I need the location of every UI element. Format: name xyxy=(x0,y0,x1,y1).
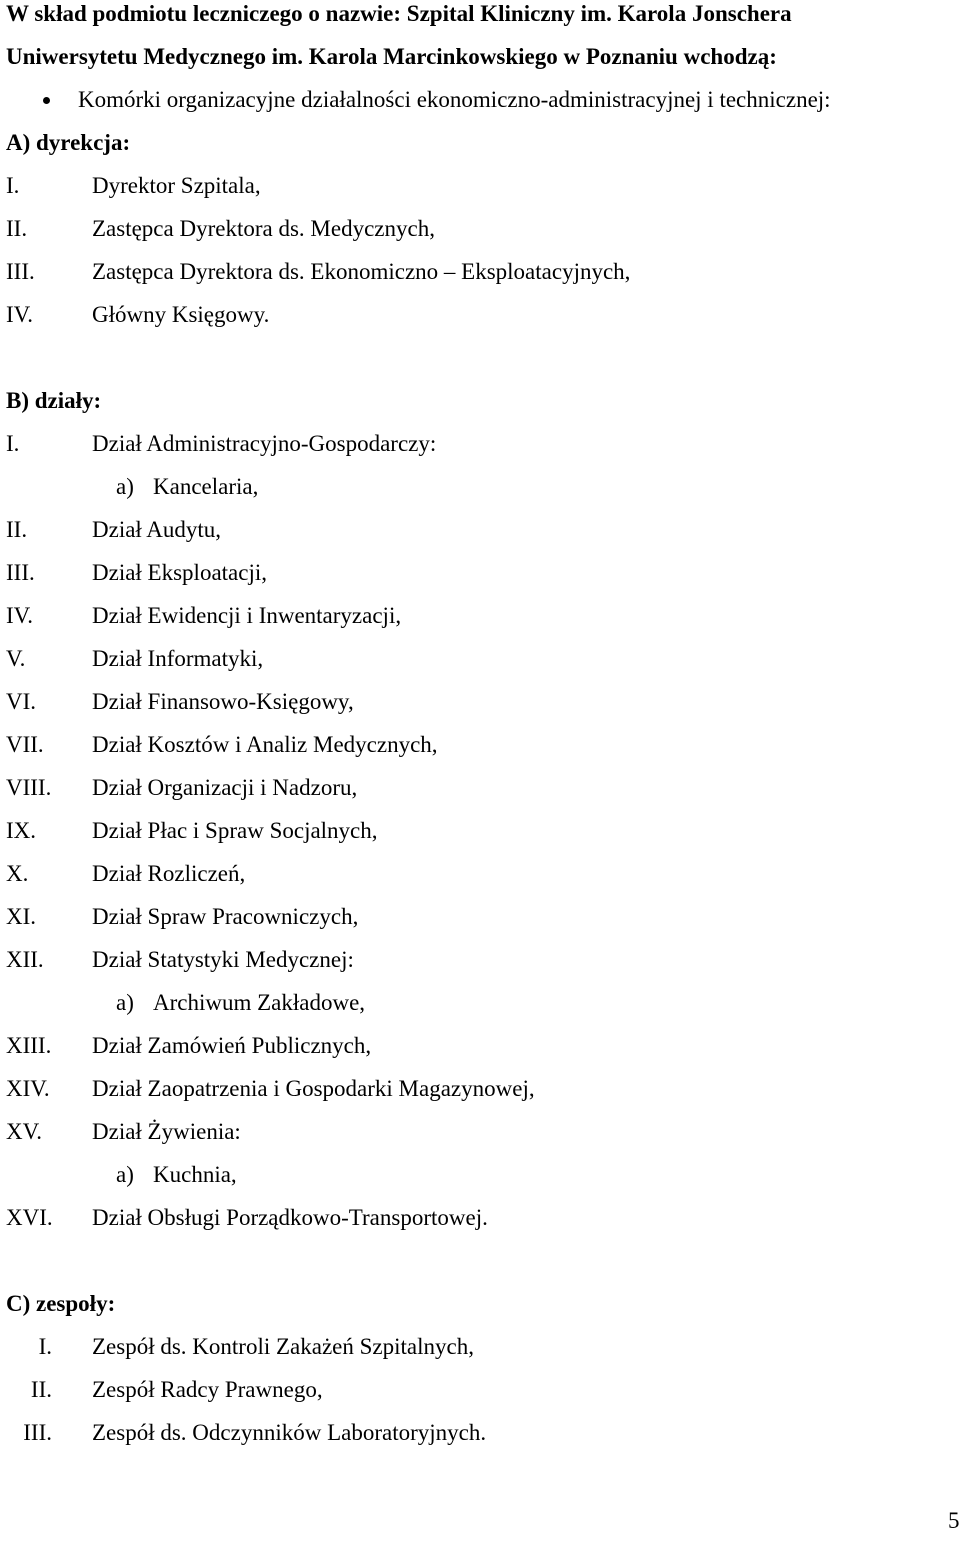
sub-item-text: Kancelaria, xyxy=(153,474,259,499)
list-item-number: XV. xyxy=(6,1119,43,1144)
list-item xyxy=(0,215,960,243)
list-item-text: Dział Kosztów i Analiz Medycznych, xyxy=(92,732,438,757)
list-item xyxy=(0,1333,960,1361)
list-item-text: Zespół ds. Odczynników Laboratoryjnych. xyxy=(92,1420,487,1445)
list-item xyxy=(0,946,960,974)
list-item-number: XIII. xyxy=(6,1033,52,1058)
header-line-2: Uniwersytetu Medycznego im. Karola Marcinkowskiego w Poznaniu wchodzą: xyxy=(6,44,777,69)
section-c-heading: C) zespoły: xyxy=(6,1291,116,1316)
list-item-text: Dział Finansowo-Księgowy, xyxy=(92,689,354,714)
list-item-text: Dział Obsługi Porządkowo-Transportowej. xyxy=(92,1205,488,1230)
list-item xyxy=(0,774,960,802)
list-item-text: Zastępca Dyrektora ds. Medycznych, xyxy=(92,216,435,241)
list-item-text: Zespół Radcy Prawnego, xyxy=(92,1377,323,1402)
list-item-text: Dyrektor Szpitala, xyxy=(92,173,261,198)
list-item-text: Dział Audytu, xyxy=(92,517,222,542)
list-item-number: XIV. xyxy=(6,1076,50,1101)
list-item-number: VIII. xyxy=(6,775,52,800)
sub-item-letter: a) xyxy=(116,990,134,1015)
page-number: 5 xyxy=(948,1508,960,1533)
sub-item-text: Archiwum Zakładowe, xyxy=(153,990,366,1015)
list-item xyxy=(0,1032,960,1060)
bullet-text: Komórki organizacyjne działalności ekonomiczno-administracyjnej i technicznej: xyxy=(78,87,831,112)
list-item-number: I. xyxy=(6,173,20,198)
section-a-heading: A) dyrekcja: xyxy=(6,130,131,155)
list-item-number: II. xyxy=(6,216,28,241)
section-b-heading: B) działy: xyxy=(6,388,102,413)
sub-item-letter: a) xyxy=(116,474,134,499)
list-item-number: III. xyxy=(6,560,35,585)
list-item xyxy=(0,1376,960,1404)
list-item-number: II. xyxy=(6,517,28,542)
sub-item-letter: a) xyxy=(116,1162,134,1187)
list-item-text: Dział Eksploatacji, xyxy=(92,560,267,585)
list-item-number: IX. xyxy=(6,818,37,843)
bullet-item xyxy=(0,86,960,114)
list-item-number: V. xyxy=(6,646,26,671)
list-item-text: Dział Zamówień Publicznych, xyxy=(92,1033,372,1058)
list-item xyxy=(0,1118,960,1146)
list-item xyxy=(0,1419,960,1447)
list-item-number: I. xyxy=(6,431,20,456)
bullet-icon xyxy=(43,97,50,104)
list-item-text: Zastępca Dyrektora ds. Ekonomiczno – Eksploatacyjnych, xyxy=(92,259,631,284)
list-item-text: Dział Statystyki Medycznej: xyxy=(92,947,354,972)
list-item-number: IV. xyxy=(6,302,34,327)
list-item-number: IV. xyxy=(6,603,34,628)
list-item xyxy=(0,688,960,716)
list-item xyxy=(0,989,960,1017)
list-item-text: Dział Spraw Pracowniczych, xyxy=(92,904,359,929)
list-item-text: Dział Organizacji i Nadzoru, xyxy=(92,775,358,800)
list-item-text: Dział Ewidencji i Inwentaryzacji, xyxy=(92,603,402,628)
list-item-number: II. xyxy=(30,1377,52,1402)
list-item xyxy=(0,172,960,200)
list-item xyxy=(0,473,960,501)
list-item-text: Główny Księgowy. xyxy=(92,302,270,327)
list-item xyxy=(0,301,960,329)
list-item xyxy=(0,903,960,931)
list-item-number: III. xyxy=(6,259,35,284)
list-item-number: XII. xyxy=(6,947,44,972)
list-item-number: XVI. xyxy=(6,1205,53,1230)
list-item-number: I. xyxy=(38,1334,52,1359)
list-item xyxy=(0,860,960,888)
list-item xyxy=(0,1075,960,1103)
list-item-number: VII. xyxy=(6,732,44,757)
sub-item-text: Kuchnia, xyxy=(153,1162,237,1187)
list-item xyxy=(0,258,960,286)
list-item-text: Dział Płac i Spraw Socjalnych, xyxy=(92,818,378,843)
list-item xyxy=(0,430,960,458)
list-item-number: III. xyxy=(23,1420,52,1445)
list-item-text: Dział Rozliczeń, xyxy=(92,861,246,886)
header-line-1: W skład podmiotu leczniczego o nazwie: Szpital Kliniczny im. Karola Jonschera xyxy=(6,1,792,26)
list-item xyxy=(0,731,960,759)
list-item xyxy=(0,1204,960,1232)
list-item xyxy=(0,817,960,845)
list-item xyxy=(0,559,960,587)
list-item xyxy=(0,1161,960,1189)
list-item-text: Dział Żywienia: xyxy=(92,1119,241,1144)
list-item xyxy=(0,516,960,544)
list-item-text: Dział Zaopatrzenia i Gospodarki Magazynowej, xyxy=(92,1076,535,1101)
list-item-number: XI. xyxy=(6,904,37,929)
list-item-text: Zespół ds. Kontroli Zakażeń Szpitalnych, xyxy=(92,1334,474,1359)
list-item xyxy=(0,602,960,630)
list-item-number: X. xyxy=(6,861,29,886)
list-item-number: VI. xyxy=(6,689,37,714)
list-item-text: Dział Administracyjno-Gospodarczy: xyxy=(92,431,437,456)
list-item-text: Dział Informatyki, xyxy=(92,646,264,671)
list-item xyxy=(0,645,960,673)
